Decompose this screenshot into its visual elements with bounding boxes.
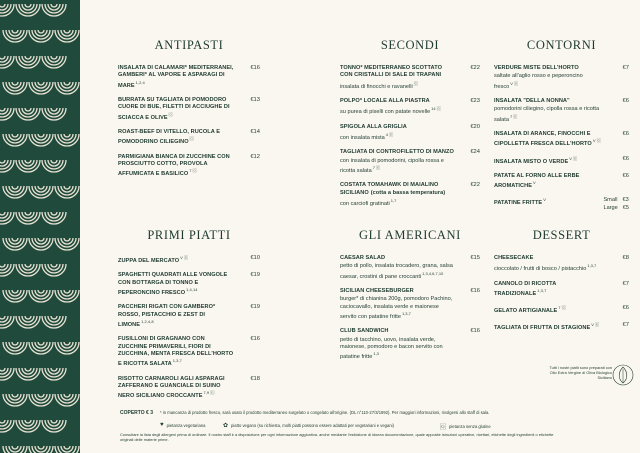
menu-item-name xyxy=(340,124,454,131)
section-contorni xyxy=(494,38,629,215)
allergen-mark: 🄶 xyxy=(189,136,194,142)
menu-item-price: €19 xyxy=(250,272,260,279)
menu-item-description-text: petto di pollo, insalata trocadero, grana, salsa caesar, crostini di pane croccanti xyxy=(340,263,453,280)
allergen-mark: V 🄶 xyxy=(180,255,189,260)
menu-item xyxy=(494,255,629,274)
allergen-mark: V xyxy=(533,180,536,186)
contorni-list xyxy=(494,65,629,211)
allergen-mark: 1,7 xyxy=(390,197,397,203)
antipasti-list xyxy=(118,65,260,179)
size-option xyxy=(603,205,629,213)
frozen-product-note: * in mancanza di prodotto fresco, sarà usato il prodotto mediterraneo surgelato o congelato all'origine. (DL n°110-27/3/1992). Per maggiori informazioni, rivolgersi allo staff di sala. xyxy=(160,410,490,415)
menu-item-description xyxy=(494,73,603,91)
section-secondi xyxy=(340,38,480,215)
menu-item-name xyxy=(494,281,603,299)
menu-item-name-text: BURRATA SU TAGLIATA DI POMODORO CUORE DI BUE, FILETTI DI ACCIUGHE DI SCIACCA E OLIVE xyxy=(118,96,230,121)
allergen-mark: V 🄶 xyxy=(510,80,519,86)
menu-item-name xyxy=(340,288,454,295)
allergen-mark: V xyxy=(543,197,546,203)
menu-item xyxy=(118,154,260,179)
menu-item-description-text: su purea di piselli con patate novelle xyxy=(340,109,431,116)
menu-item-name-text: INSALATA DI CALAMARI* MEDITERRANEI, GAMBERI* AL VAPORE E ASPARAGI DI MARE xyxy=(118,65,234,89)
allergen-mark: V 🄶 xyxy=(591,322,600,328)
menu-item-name-text: POLPO* LOCALE ALLA PIASTRA xyxy=(340,97,430,104)
menu-item-description-text: con insalata mista xyxy=(340,134,385,141)
menu-item-name-text: PARMIGIANA BIANCA DI ZUCCHINE CON PROSCIUTTO COTTO, PROVOLA AFFUMICATA E BASILICO xyxy=(118,153,230,178)
menu-item-description-text: con insalata di pomodorini, cipolla rossa e ricotta salata xyxy=(340,157,444,174)
menu-item-description xyxy=(340,106,454,116)
allergen-mark: 1,3 xyxy=(373,351,379,357)
menu-item-name xyxy=(340,98,454,105)
menu-item xyxy=(118,97,260,122)
allergen-mark: 1,3,7 xyxy=(401,311,411,317)
menu-item xyxy=(340,182,480,208)
size-price: €3 xyxy=(622,197,629,204)
menu-item-name-text: SPAGHETTI QUADRATI ALLE VONGOLE CON BOTTARGA DI TONNO E PEPERONCINO FRESCO xyxy=(118,272,228,296)
legend-gluten-label: pietanza senza glutine xyxy=(449,424,491,429)
menu-item-name-text: INSALATA MISTO O VERDE xyxy=(494,158,569,165)
allergen-notice: Consultare la lista degli allergeni prima di ordinare. Il nostro staff è a disposizione per ogni informazione aggiuntiva, anche mediante l'esibizione di idonea documentazione, quale apposite istruzioni operative, ricettari, etichette degli ingredienti o etichette originali delle materie prime. xyxy=(120,432,554,443)
menu-item-name xyxy=(340,255,454,262)
menu-item xyxy=(118,376,260,401)
menu-item-description xyxy=(340,296,454,321)
menu-item-name-text: CHEESECAKE xyxy=(494,255,534,261)
dessert-list xyxy=(494,255,629,333)
section-americani xyxy=(340,228,480,369)
menu-item xyxy=(494,197,629,211)
menu-item-name xyxy=(494,98,603,105)
menu-item-name-text: INSALATA DI ARANCE, FINOCCHI E CIPOLLETTA FRESCA DELL'HORTO xyxy=(494,130,592,148)
menu-item xyxy=(118,336,260,368)
menu-item-price: €10 xyxy=(250,255,260,261)
menu-item xyxy=(340,288,480,321)
section-primi xyxy=(118,228,260,408)
menu-item-name-text: FUSILLONI DI GRAGNANO CON ZUCCHINE PRIMAVERILI, FIORI DI ZUCCHINA, MENTA FRESCA DELL'HORTO E RICOTTA SALATA xyxy=(118,336,234,368)
menu-item-price: €24 xyxy=(470,149,480,156)
menu-item-description xyxy=(340,132,454,142)
menu-item-price: €22 xyxy=(470,182,480,189)
menu-item-price: €18 xyxy=(250,375,260,382)
allergen-mark: V 🄶 xyxy=(569,155,578,161)
menu-item-name-text: INSALATA "DELLA NONNA" xyxy=(494,97,570,104)
menu-item-name xyxy=(340,149,454,156)
decorative-pattern xyxy=(0,0,80,453)
allergen-mark: 7 🄶 xyxy=(372,164,381,170)
menu-item-name-text: TAGLIATA DI FRUTTA DI STAGIONE xyxy=(494,325,591,332)
section-title-primi: PRIMI PIATTI xyxy=(147,228,231,242)
section-title-americani: GLI AMERICANI xyxy=(359,228,461,242)
menu-item-price: €22 xyxy=(470,65,480,71)
menu-item-description-text: pomodorini ciliegino, cipolla rossa e ricotta salata xyxy=(494,106,600,123)
allergen-mark: 1,2,4,8 xyxy=(141,318,154,324)
menu-item-price: €13 xyxy=(250,96,260,103)
menu-item xyxy=(118,65,260,90)
menu-item-price: €6 xyxy=(622,305,629,312)
menu-item-name xyxy=(494,322,603,332)
menu-item-price: €19 xyxy=(250,304,260,311)
section-dessert xyxy=(494,228,629,340)
secondi-list xyxy=(340,65,480,208)
menu-item-name xyxy=(494,65,603,72)
menu-item-name xyxy=(118,376,234,401)
menu-item-price: €6 xyxy=(622,155,629,162)
menu-item-name xyxy=(118,129,234,147)
legend-vegan xyxy=(223,422,394,429)
allergen-mark: 1,3,7 xyxy=(537,287,547,293)
menu-item-name xyxy=(340,328,454,335)
menu-item-name xyxy=(118,65,234,90)
menu-item-price: €6 xyxy=(622,130,629,137)
menu-item-description-text: burger* di chianina 200g, pomodoro Pachino, caciocavallo, insalata verde e maionese servito con patatine fritte xyxy=(340,296,453,320)
menu-item-description xyxy=(340,337,454,362)
menu-item-name-text: SPIGOLA ALLA GRIGLIA xyxy=(340,123,407,130)
menu-item-name-text: PATATINE FRITTE xyxy=(494,200,543,207)
menu-item-price: €16 xyxy=(250,65,260,71)
menu-item xyxy=(340,65,480,91)
menu-item-price: €14 xyxy=(250,128,260,135)
menu-item-name xyxy=(494,131,603,149)
menu-item-name xyxy=(494,173,603,191)
menu-item-name xyxy=(494,156,603,166)
allergen-mark: V 🄶 xyxy=(592,138,601,144)
menu-item-price: €7 xyxy=(622,280,629,287)
allergen-mark: 7,9 🄶 xyxy=(203,390,215,396)
menu-item xyxy=(340,98,480,117)
eco-oil-note: Tutti i nostri piatti sono preparati con Olio Extra Vergine di Oliva Biologico Siciliano xyxy=(549,365,612,381)
size-option xyxy=(603,197,629,205)
menu-item-description xyxy=(340,158,454,176)
allergen-mark: 7 🄶 xyxy=(558,305,566,311)
menu-item-name-text: ZUPPA DEL MERCATO xyxy=(118,257,180,264)
allergen-mark: 🄶 xyxy=(413,80,418,86)
menu-item-name-text: CAESAR SALAD xyxy=(340,255,386,261)
menu-item-name-text: TONNO* MEDITERRANEO SCOTTATO CON CRISTALLI DI SALE DI TRAPANI xyxy=(340,65,442,79)
menu-item-price: €12 xyxy=(250,153,260,160)
menu-item-sizes xyxy=(603,197,629,212)
section-title-contorni: CONTORNI xyxy=(526,38,597,52)
section-title-antipasti: ANTIPASTI xyxy=(154,38,224,52)
allergen-mark: 1,3,7 xyxy=(587,263,597,269)
allergen-mark: 1,2,4 xyxy=(135,79,145,85)
americani-list xyxy=(340,255,480,362)
menu-item-price: €23 xyxy=(470,97,480,104)
size-price: €5 xyxy=(622,204,629,211)
allergen-mark: 1,3,7 xyxy=(172,358,182,364)
menu-item-name xyxy=(494,305,603,315)
menu-item-price: €7 xyxy=(622,65,629,71)
menu-item-description xyxy=(340,198,454,208)
menu-item-name xyxy=(118,304,234,329)
menu-item-description xyxy=(340,81,454,91)
menu-item xyxy=(494,322,629,332)
vegan-icon: ✿ xyxy=(223,423,229,429)
coperto-label: COPERTO € 3 xyxy=(120,410,153,416)
menu-item-description xyxy=(340,263,454,281)
gluten-free-icon: 🄶 xyxy=(440,425,447,431)
menu-item-name xyxy=(340,65,454,80)
menu-item xyxy=(494,305,629,315)
menu-item-description xyxy=(494,106,603,124)
menu-item-price: €8 xyxy=(622,255,629,261)
menu-item-price: €16 xyxy=(470,287,480,294)
menu-item-price: €6 xyxy=(622,97,629,104)
menu-item-name xyxy=(118,154,234,179)
menu-item-name-text: CLUB SANDWICH xyxy=(340,328,389,335)
menu-item-name xyxy=(494,197,591,207)
menu-item-extra: (cotta a bassa temperatura) xyxy=(370,189,446,196)
primi-list xyxy=(118,255,260,401)
menu-item-price: €16 xyxy=(470,328,480,335)
menu-item-price: €15 xyxy=(470,255,480,261)
section-antipasti xyxy=(118,38,260,186)
menu-item-name-text: COSTATA TOMAHAWK DI MAIALINO SICILIANO xyxy=(340,182,439,196)
menu-item xyxy=(494,156,629,166)
menu-item-name xyxy=(118,255,234,265)
allergen-mark: 7 🄶 xyxy=(189,168,197,174)
menu-item-name-text: CANNOLO DI RICOTTA TRADIZIONALE xyxy=(494,280,557,297)
menu-item-price: €7 xyxy=(622,322,629,329)
menu-item-name-text: SICILIAN CHEESEBURGER xyxy=(340,287,414,294)
legend-vegetarian-label: pietanza vegetariana xyxy=(166,422,206,428)
olive-leaf-icon xyxy=(612,362,634,388)
allergen-mark: 4 🄶 xyxy=(385,131,394,137)
allergen-mark: 1,4,14 xyxy=(186,286,198,292)
menu-item-description-text: saltate all'aglio rosso e peperoncino fresco xyxy=(494,73,583,90)
menu-item xyxy=(118,272,260,297)
menu-item-description xyxy=(494,263,603,273)
size-label: Small xyxy=(603,197,618,204)
menu-item-name-text: GELATO ARTIGIANALE xyxy=(494,308,558,315)
menu-item xyxy=(494,98,629,124)
section-title-dessert: DESSERT xyxy=(532,228,591,242)
menu-item-price: €6 xyxy=(622,172,629,179)
menu-item-name xyxy=(340,182,454,197)
allergen-mark: 7 🄶 xyxy=(509,113,518,119)
menu-item xyxy=(118,255,260,265)
menu-item-name xyxy=(118,272,234,297)
menu-item xyxy=(118,129,260,147)
menu-item-name-text: PACCHERI RIGATI CON GAMBERO* ROSSO, PISTACCHIO E ZEST DI LIMONE xyxy=(118,304,216,328)
menu-item-name xyxy=(494,255,603,262)
menu-item-name-text: RISOTTO CARNAROLI AGLI ASPARAGI ZAFFERANO E GUANCIALE DI SUINO NERO SICILIANO CROCCANTE xyxy=(118,375,225,400)
menu-item-name-text: TAGLIATA DI CONTROFILETTO DI MANZO xyxy=(340,149,454,156)
menu-item xyxy=(494,65,629,91)
menu-item-name-text: ROAST-BEEF DI VITELLO, RUCOLA E POMODORINO CILIEGINO xyxy=(118,128,221,146)
menu-item xyxy=(340,149,480,175)
menu-item-name xyxy=(118,97,234,122)
menu-item-description-text: cioccolato / frutti di bosco / pistacchio xyxy=(494,266,587,273)
menu-item-description-text: con carciofi gratinati xyxy=(340,200,390,207)
menu-item xyxy=(340,255,480,281)
menu-item-name xyxy=(118,336,234,368)
section-title-secondi: SECONDI xyxy=(380,38,440,52)
legend-gluten xyxy=(440,422,491,431)
legend-vegetarian xyxy=(160,422,205,428)
menu-item-description-text: petto di tacchino, uovo, insalata verde, maionese, pomodoro e bacon servito con patatine fritte xyxy=(340,336,443,361)
menu-item xyxy=(494,173,629,191)
allergen-mark: 1,3,4,6,7,10 xyxy=(422,270,444,276)
menu-item xyxy=(494,281,629,299)
menu-item-price: €16 xyxy=(250,336,260,343)
menu-item xyxy=(340,328,480,361)
menu-item xyxy=(118,304,260,329)
menu-item xyxy=(340,124,480,143)
menu-item xyxy=(494,131,629,149)
menu-item-price: €20 xyxy=(470,123,480,130)
menu-item-name-text: PATATE AL FORNO ALLE ERBE AROMATICHE xyxy=(494,172,580,190)
vegetarian-icon: ♥ xyxy=(160,422,164,428)
legend-vegan-label: piatto vegano (su richiesta, molti piatti possono essere adattati per vegetariani e vegani) xyxy=(231,423,394,428)
allergen-mark: 🄶 xyxy=(168,111,173,117)
size-label: Large xyxy=(603,204,618,211)
allergen-mark: 14 🄶 xyxy=(431,106,441,112)
menu-item-description-text: insalata di finocchi e ravanelli xyxy=(340,83,413,90)
menu-item-name-text: VERDURE MISTE DELL'HORTO xyxy=(494,65,579,71)
